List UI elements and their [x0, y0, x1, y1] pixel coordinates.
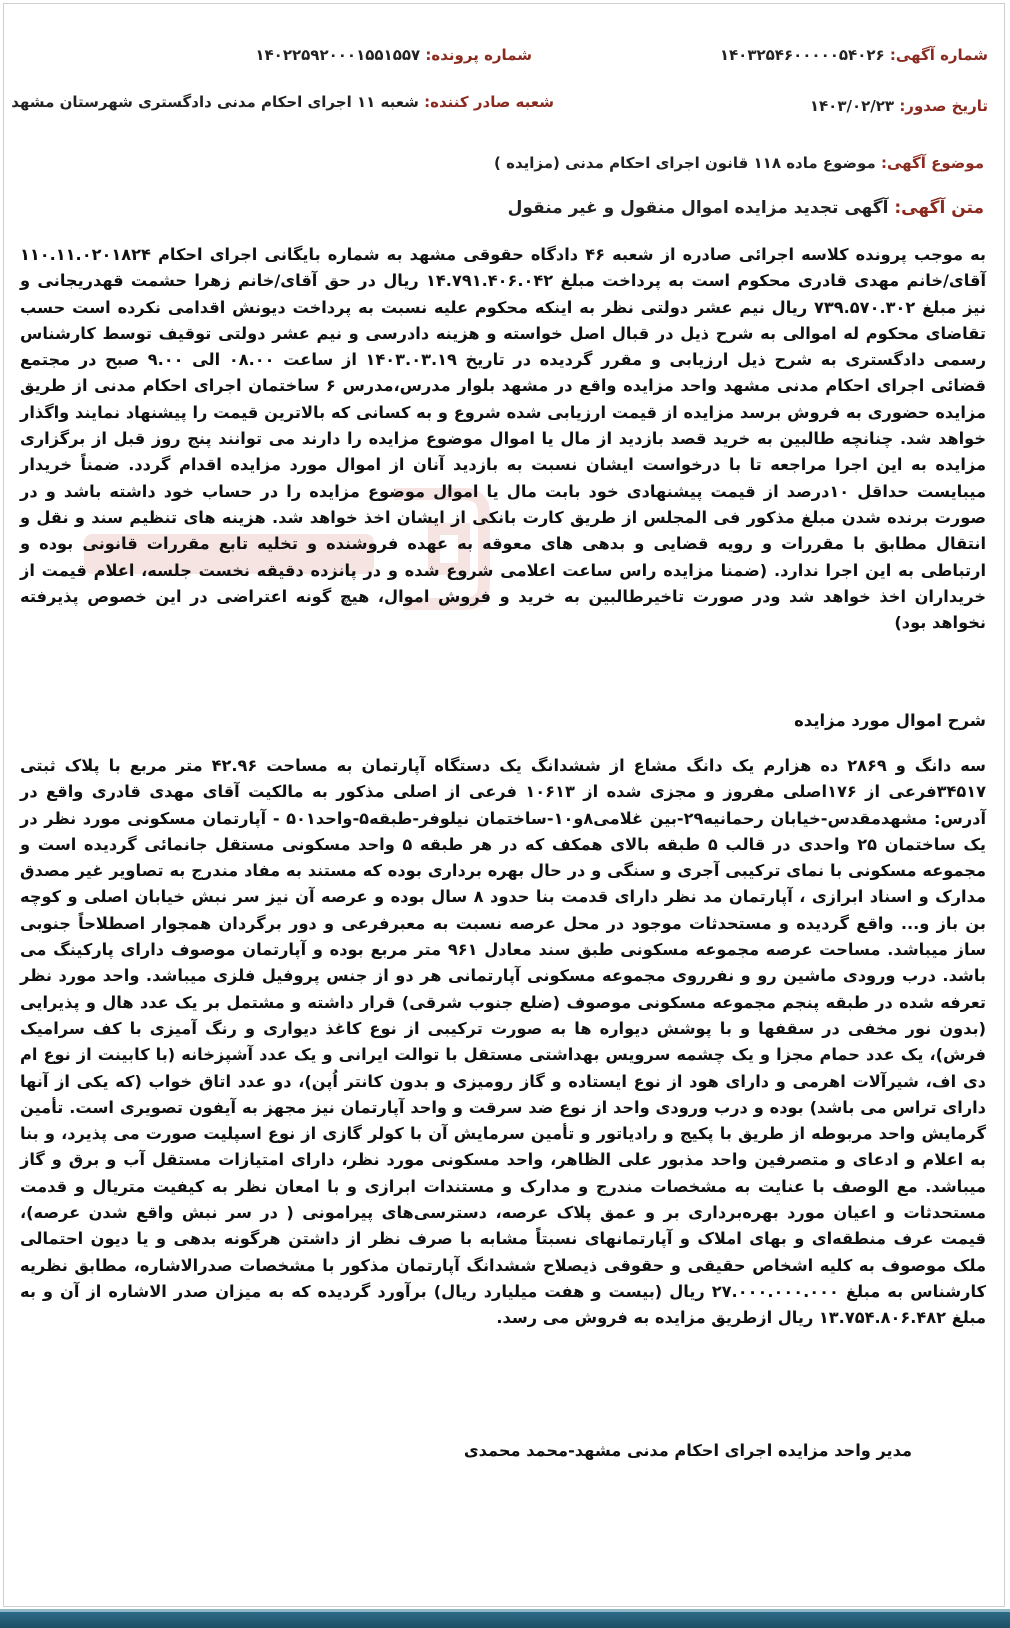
ad-text-title: آگهی تجدید مزایده اموال منقول و غیر منقول	[507, 198, 889, 218]
footer-bar	[0, 1609, 1010, 1628]
ad-text-label: متن آگهی:	[894, 198, 984, 218]
subject-value: موضوع ماده ۱۱۸ قانون اجرای احکام مدنی (مزایده )	[494, 154, 876, 172]
case-number-value: ۱۴۰۲۲۵۹۲۰۰۰۱۵۵۱۵۵۷	[255, 46, 421, 64]
notice-frame	[3, 3, 1005, 1607]
property-description-heading: شرح اموال مورد مزایده	[794, 711, 986, 730]
case-number-label: شماره پرونده:	[425, 46, 532, 64]
issue-date-label: تاریخ صدور:	[899, 97, 988, 115]
issue-date-row	[810, 97, 988, 115]
signature-line: مدیر واحد مزایده اجرای احکام مدنی مشهد-محمد محمدی	[463, 1441, 912, 1460]
ad-number-row	[720, 46, 988, 64]
ad-number-value: ۱۴۰۳۲۵۴۶۰۰۰۰۰۵۴۰۲۶	[719, 46, 885, 64]
subject-row	[494, 154, 984, 172]
ad-text-row	[508, 198, 984, 218]
property-description-paragraph: سه دانگ و ۲۸۶۹ ده هزارم یک دانگ مشاع از ششدانگ یک دستگاه آپارتمان به مساحت ۴۲.۹۶ متر مربع با پلاک ثبتی ۳۴۵۱۷فرعی از ۱۷۶اصلی مفروز و مجزی شده از ۱۰۶۱۳ فرعی از اصلی مذکور به مالکیت آقای مهدی قادری واقع در آدرس: مشهدمقدس-خیابان رحمانیه۲۹-بین غلامی۸و۱۰-ساختمان نیلوفر-طبقه۵-واحد۵۰۱ - آپارتمان مسکونی مورد نظر در یک ساختمان ۲۵ واحدی در قالب ۵ طبقه بالای همکف که در هر طبقه ۵ واحد مسکونی مستقل جانمائی گردیده است و مجموعه مسکونی با نمای ترکیبی آجری و سنگی و در حال بهره برداری بوده که مستند به مفاد مندرج به تصاویر غیر مصدق مدارک و اسناد ابرازی ، آپارتمان مد نظر دارای قدمت بنا حدود ۸ سال بوده و عرصه آن نیز سر نبش خیابان اصلی و کوچه بن باز و... واقع گردیده و مستحدثات موجود در محل عرصه نسبت به معبرفرعی و دور برگردان همجوار اصطلاحاً جنوبی ساز میباشد. مساحت عرصه مجموعه مسکونی طبق سند معادل ۹۶۱ متر مربع بوده و آپارتمان موصوف دارای پارکینگ می باشد. درب ورودی ماشین رو و نفرروی مجموعه مسکونی آپارتمانی هر دو از جنس پروفیل فلزی میباشد. واحد مورد نظر تعرفه شده در طبقه پنجم مجموعه مسکونی موصوف (ضلع جنوب شرقی) قرار داشته و مشتمل بر یک عدد هال و پذیرایی (بدون نور مخفی در سقفها و با پوشش دیواره ها به صورت ترکیبی از نوع کاغذ دیواری و رنگ آمیزی با کف سرامیک فرش)، یک عدد حمام مجزا و یک چشمه سرویس بهداشتی مستقل با توالت ایرانی و یک عدد آشپزخانه (با کابینت از نوع ام دی اف، شیرآلات اهرمی و دارای هود از نوع ایستاده و گاز رومیزی و بدون کانتر اُپن)، دو عدد اتاق خواب (که یکی از آنها دارای تراس می باشد) بوده و درب ورودی واحد از نوع ضد سرقت و واحد آپارتمان نیز مجهز به آیفون تصویری است. تأمین گرمایش واحد مربوطه از طریق با پکیج و رادیاتور و تأمین سرمایش آن با کولر گازی از نوع اسپلیت صورت می پذیرد، و بنا به اعلام و ادعای و متصرفین واحد مذبور علی الظاهر، واحد مسکونی مورد نظر، دارای امتیازات مستقل آب و برق و گاز میباشد. مع الوصف با عنایت به مشخصات مندرج و مدارک و مستندات ابرازی و با امعان نظر به کیفیت متریال و قدمت مستحدثات و اعیان مورد بهره‌برداری بر و عمق پلاک عرصه، دسترسی‌های پیرامونی ( در سر نبش واقع شدن عرصه)، قیمت عرف منطقه‌ای و بهای املاک و آپارتمانهای نسبتاً مشابه با صرف نظر از داشتن هرگونه بدهی و یا دیون احتمالی ملک موصوف به کلیه اشخاص حقیقی و حقوقی ذیصلاح ششدانگ آپارتمان مذکور با مشخصات صدرالاشاره، مطابق نظریه کارشناس به مبلغ ۲۷.۰۰۰.۰۰۰.۰۰۰ ریال (بیست و هفت میلیارد ریال) برآورد گردیده که به میزان صدر الاشاره از آن و به مبلغ ۱۳.۷۵۴.۸۰۶.۴۸۲ ریال ازطریق مزایده به فروش می رسد.	[20, 756, 986, 1328]
issuing-branch-row	[11, 93, 554, 111]
issue-date-value: ۱۴۰۳/۰۲/۲۳	[809, 97, 895, 115]
ad-number-label: شماره آگهی:	[889, 46, 988, 64]
issuing-branch-label: شعبه صادر کننده:	[424, 93, 554, 111]
subject-label: موضوع آگهی:	[880, 154, 984, 172]
issuing-branch-value: شعبه ۱۱ اجرای احکام مدنی دادگستری شهرستان مشهد	[11, 93, 419, 111]
case-number-row	[255, 46, 532, 64]
auction-terms-paragraph: به موجب پرونده کلاسه اجرائی صادره از شعبه ۴۶ دادگاه حقوقی مشهد به شماره بایگانی اجرای احکام ۱۱۰.۱۱.۰۲۰۱۸۲۴ آقای/خانم مهدی قادری محکوم است به پرداخت مبلغ ۱۴.۷۹۱.۴۰۶.۰۴۲ ریال در حق آقای/خانم زهرا حشمت قهدریجانی و نیز مبلغ ۷۳۹.۵۷۰.۳۰۲ ریال نیم عشر دولتی نظر به اینکه محکوم علیه نسبت به پرداخت دیونش اقدامی نکرده است حسب تقاضای محکوم له اموالی به شرح ذیل در قبال اصل خواسته و هزینه دادرسی و نیم عشر دولتی توقیف توسط کارشناس رسمی دادگستری به شرح ذیل ارزیابی و مقرر گردیده در تاریخ ۱۴۰۳.۰۳.۱۹ از ساعت ۰۸.۰۰ الی ۹.۰۰ صبح در مجتمع قضائی اجرای احکام مدنی مشهد واحد مزایده واقع در مشهد بلوار مدرس،مدرس ۶ ساختمان اجرای احکام مدنی از طریق مزایده حضوری به فروش برسد مزایده از قیمت ارزیابی شده شروع و به کسانی که بالاترین قیمت را پیشنهاد نمایند واگذار خواهد شد. چنانچه طالبین به خرید قصد بازدید از مال یا اموال موضوع مزایده را دارند می توانند پنج روز قبل از برگزاری مزایده به این اجرا مراجعه تا با درخواست ایشان نسبت به بازدید آنان از اموال مورد مزایده اقدام گردد. ضمناً خریدار میبایست حداقل ۱۰درصد از قیمت پیشنهادی خود بابت مال یا اموال موضوع مزایده را در حساب خود داشته باشد و در صورت برنده شدن مبلغ مذکور فی المجلس از طریق کارت بانکی از ایشان اخذ خواهد شد. هزینه های تنظیم سند و نقل و انتقال مطابق با مقررات و رویه قضایی و بدهی های معوقه به عهده فروشنده و تخلیه تابع مقررات قانونی بوده و ارتباطی به این اجرا ندارد. (ضمنا مزایده راس ساعت اعلامی شروع شده و در پانزده دقیقه نخست جلسه، اعلام قیمت از خریداران اخذ خواهد شد ودر صورت تاخیرطالبین به خرید و فروش اموال، هیچ گونه اعتراضی در این خصوص پذیرفته نخواهد بود)	[20, 245, 987, 633]
